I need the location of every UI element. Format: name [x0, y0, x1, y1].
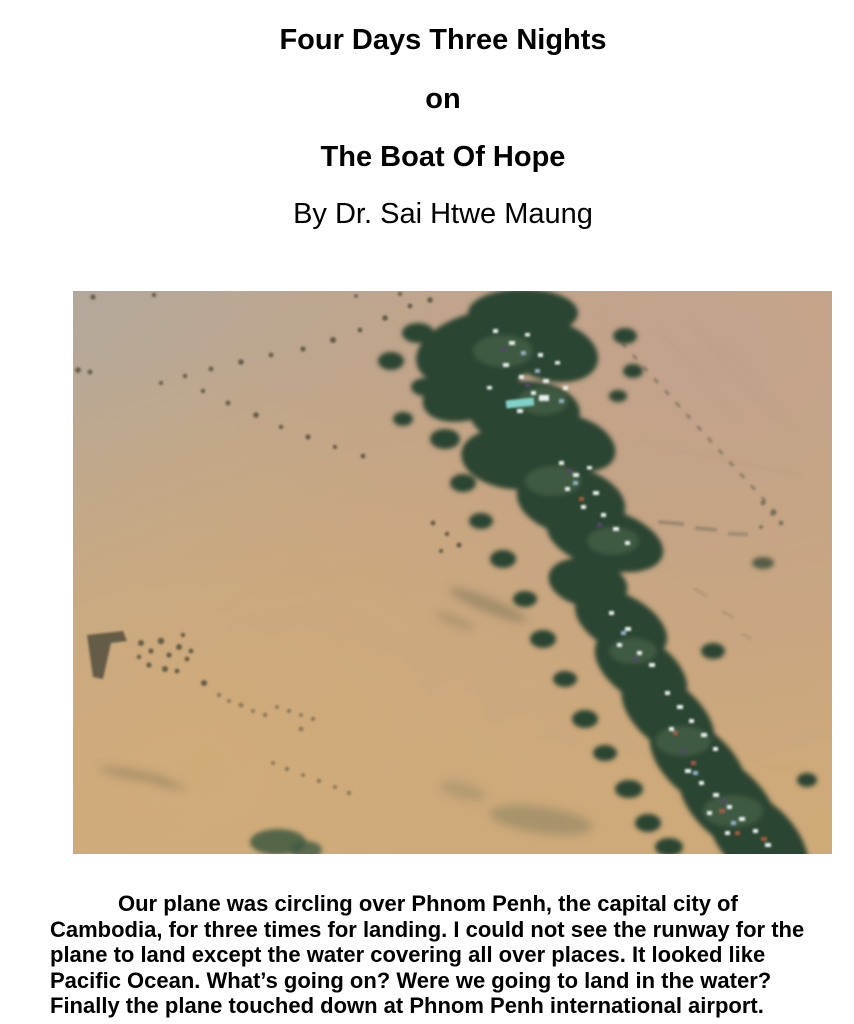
paragraph-line: Cambodia, for three times for landing. I could not see the runway for the — [50, 916, 805, 942]
aerial-flood-photo — [73, 291, 832, 854]
body-paragraph — [50, 891, 836, 1019]
byline: By Dr. Sai Htwe Maung — [293, 198, 593, 230]
paragraph-line: plane to land except the water covering all over places. It looked like — [50, 942, 766, 967]
title-line-3: The Boat Of Hope — [320, 141, 566, 173]
paragraph-line: Our plane was circling over Phnom Penh, the capital city of — [118, 891, 738, 916]
title-line-1: Four Days Three Nights — [279, 24, 607, 56]
paragraph-line: Pacific Ocean. What’s going on? Were we going to land in the water? — [50, 967, 772, 993]
paragraph-line: Finally the plane touched down at Phnom Penh international airport. — [50, 993, 764, 1018]
title-line-2: on — [425, 83, 461, 115]
